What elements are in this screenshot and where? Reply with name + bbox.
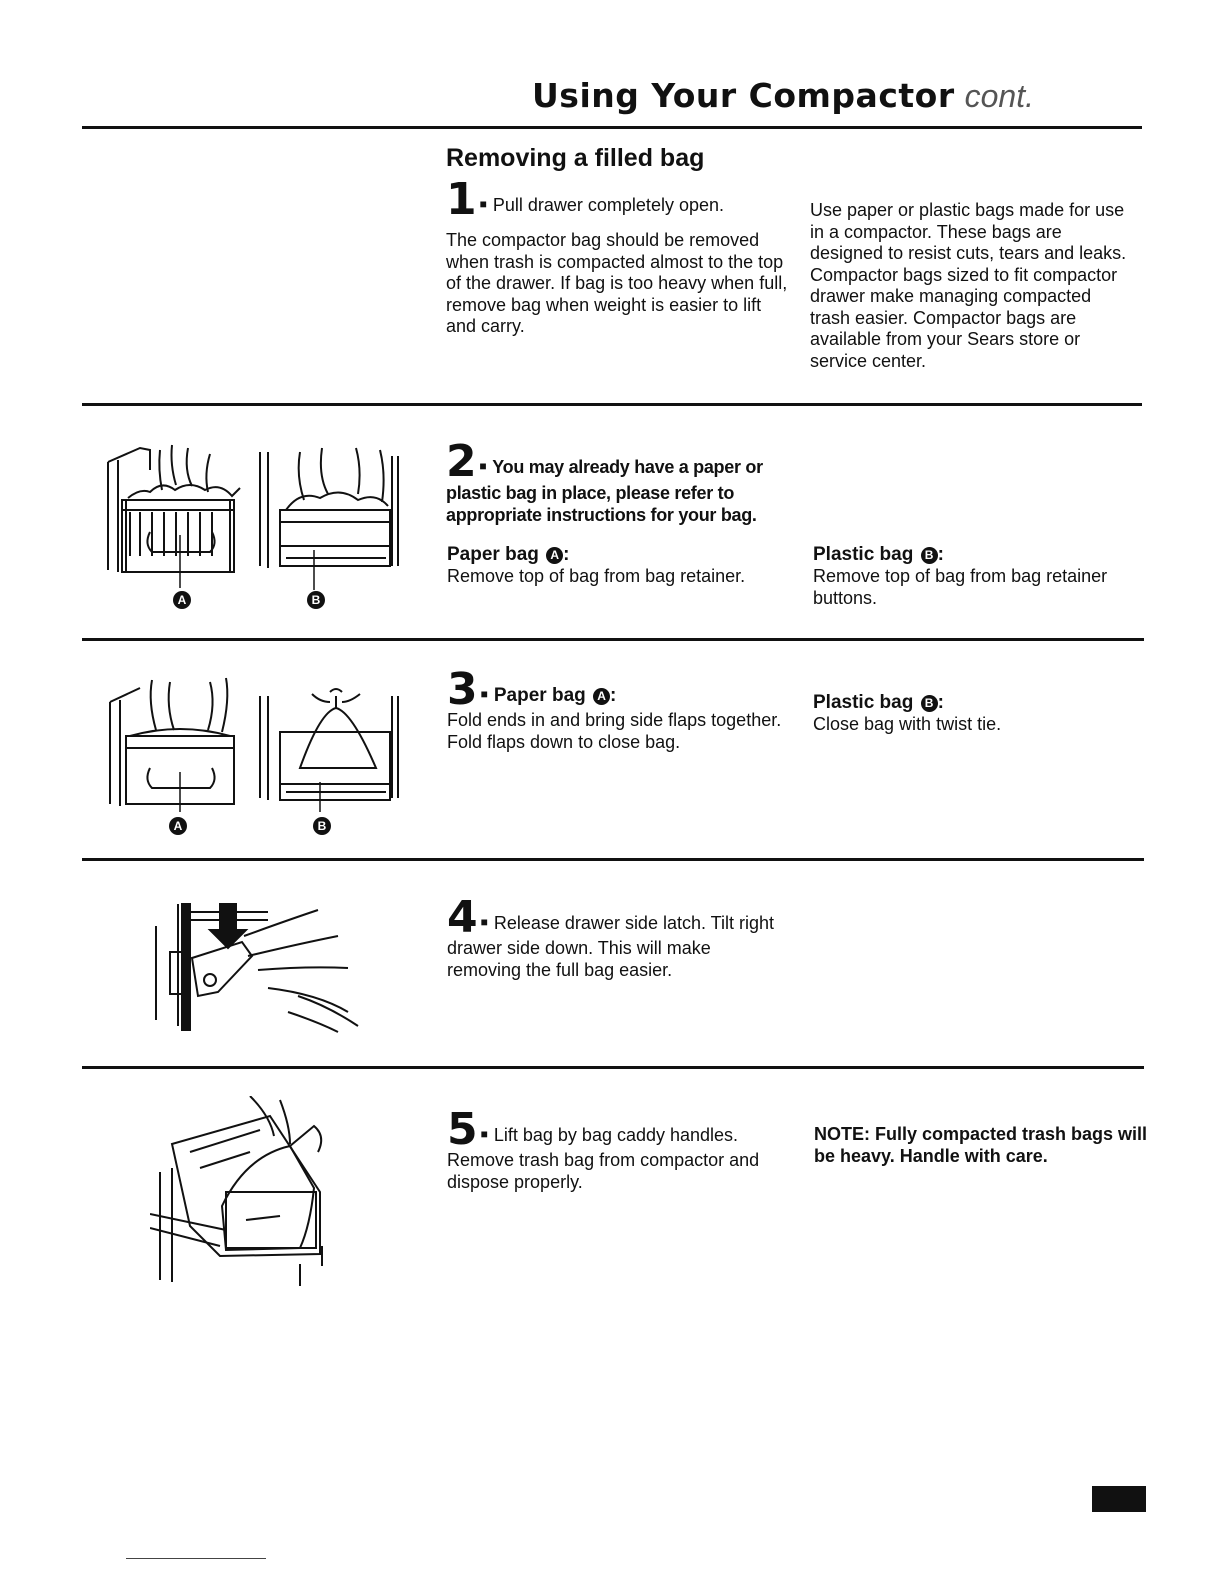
step-3-number: 3: [447, 664, 478, 715]
divider-rule: [82, 403, 1142, 406]
illustration-marker-b: B: [305, 591, 325, 610]
footer-rule: [126, 1558, 266, 1559]
step-4: [447, 892, 777, 981]
bullet-icon: ■: [479, 197, 487, 211]
step-2-paper-label-line: Paper bag A :: [447, 544, 570, 565]
step-1-side-note: Use paper or plastic bags made for use in a compactor. These bags are designed to resist cuts, tears and leaks. Compactor bags sized to fit compactor drawer make managing compacted trash easier. Compactor bags are available from your Sears store or service center.: [810, 200, 1127, 371]
step-1-body: The compactor bag should be removed when trash is compacted almost to the top of the drawer. If bag is too heavy when full, remove bag when weight is easier to lift and carry.: [446, 230, 788, 336]
marker-b-icon: B: [921, 695, 938, 712]
illustration-drawer-latch: [148, 896, 378, 1036]
bullet-icon: ■: [480, 915, 488, 929]
marker-a-icon: A: [546, 547, 563, 564]
section-heading: Removing a filled bag: [446, 144, 705, 172]
bullet-icon: ■: [480, 1127, 488, 1141]
illustration-marker-a: A: [171, 591, 191, 610]
divider-rule: [82, 638, 1144, 641]
step-3-plastic-label-line: Plastic bag B :: [813, 692, 944, 713]
step-5-number: 5: [447, 1104, 478, 1155]
step-1-lead-line: [446, 174, 796, 225]
illustration-remove-bag-top: [100, 440, 410, 620]
marker-a-icon: A: [593, 688, 610, 705]
step-5-text-block: [447, 1104, 782, 1193]
step-4-lead: Release drawer side latch. Tilt right drawer side down. This will make removing the full bag easier.: [447, 913, 774, 980]
step-3-paper-text: Fold ends in and bring side flaps together. Fold flaps down to close bag.: [447, 710, 782, 752]
step-5-note: NOTE: Fully compacted trash bags will be heavy. Handle with care.: [814, 1124, 1148, 1166]
step-3-paper: [447, 664, 797, 753]
divider-rule: [82, 858, 1144, 861]
step-2-number: 2: [446, 436, 477, 487]
step-2-lead: You may already have a paper or plastic bag in place, please refer to appropriate instructions for your bag.: [446, 457, 763, 525]
header-rule: [82, 126, 1142, 129]
illustration-marker-b: B: [311, 817, 331, 836]
step-4-number: 4: [447, 892, 478, 943]
illustration-lift-bag: [150, 1096, 350, 1286]
marker-b-icon: B: [921, 547, 938, 564]
step-3-plastic-label: Plastic bag: [813, 692, 914, 713]
step-2-lead-block: [446, 436, 791, 526]
illustration-marker-a: A: [167, 817, 187, 836]
bullet-icon: ■: [479, 459, 487, 473]
step-1: [446, 174, 796, 338]
page-title-text: Using Your Compactor: [532, 76, 955, 115]
step-2-paper-label: Paper bag: [447, 544, 539, 565]
step-3-plastic-text: Close bag with twist tie.: [813, 714, 1002, 734]
step-2-paper: [447, 544, 797, 588]
illustration-close-bag: [100, 672, 410, 812]
step-1-number: 1: [446, 174, 477, 225]
step-5: [447, 1104, 782, 1193]
page-tab-marker: [1092, 1486, 1146, 1512]
step-2-plastic-label-line: Plastic bag B :: [813, 544, 944, 565]
step-3-paper-label-line: 3 ■ Paper bag A :: [447, 664, 617, 715]
page-title: [532, 76, 1152, 122]
step-4-text-block: [447, 892, 777, 981]
step-2-plastic-text: Remove top of bag from bag retainer buttons.: [813, 566, 1108, 608]
step-2: [446, 436, 791, 526]
step-5-lead: Lift bag by bag caddy handles. Remove trash bag from compactor and dispose properly.: [447, 1125, 760, 1192]
step-1-lead: Pull drawer completely open.: [492, 195, 724, 215]
divider-rule: [82, 1066, 1144, 1069]
bullet-icon: ■: [480, 687, 488, 701]
step-2-paper-text: Remove top of bag from bag retainer.: [447, 566, 746, 586]
step-3-paper-label: Paper bag: [493, 685, 586, 706]
step-3-plastic: [813, 692, 1143, 736]
page-title-suffix: cont.: [964, 78, 1034, 114]
step-2-plastic-label: Plastic bag: [813, 544, 914, 565]
step-2-plastic: [813, 544, 1143, 609]
